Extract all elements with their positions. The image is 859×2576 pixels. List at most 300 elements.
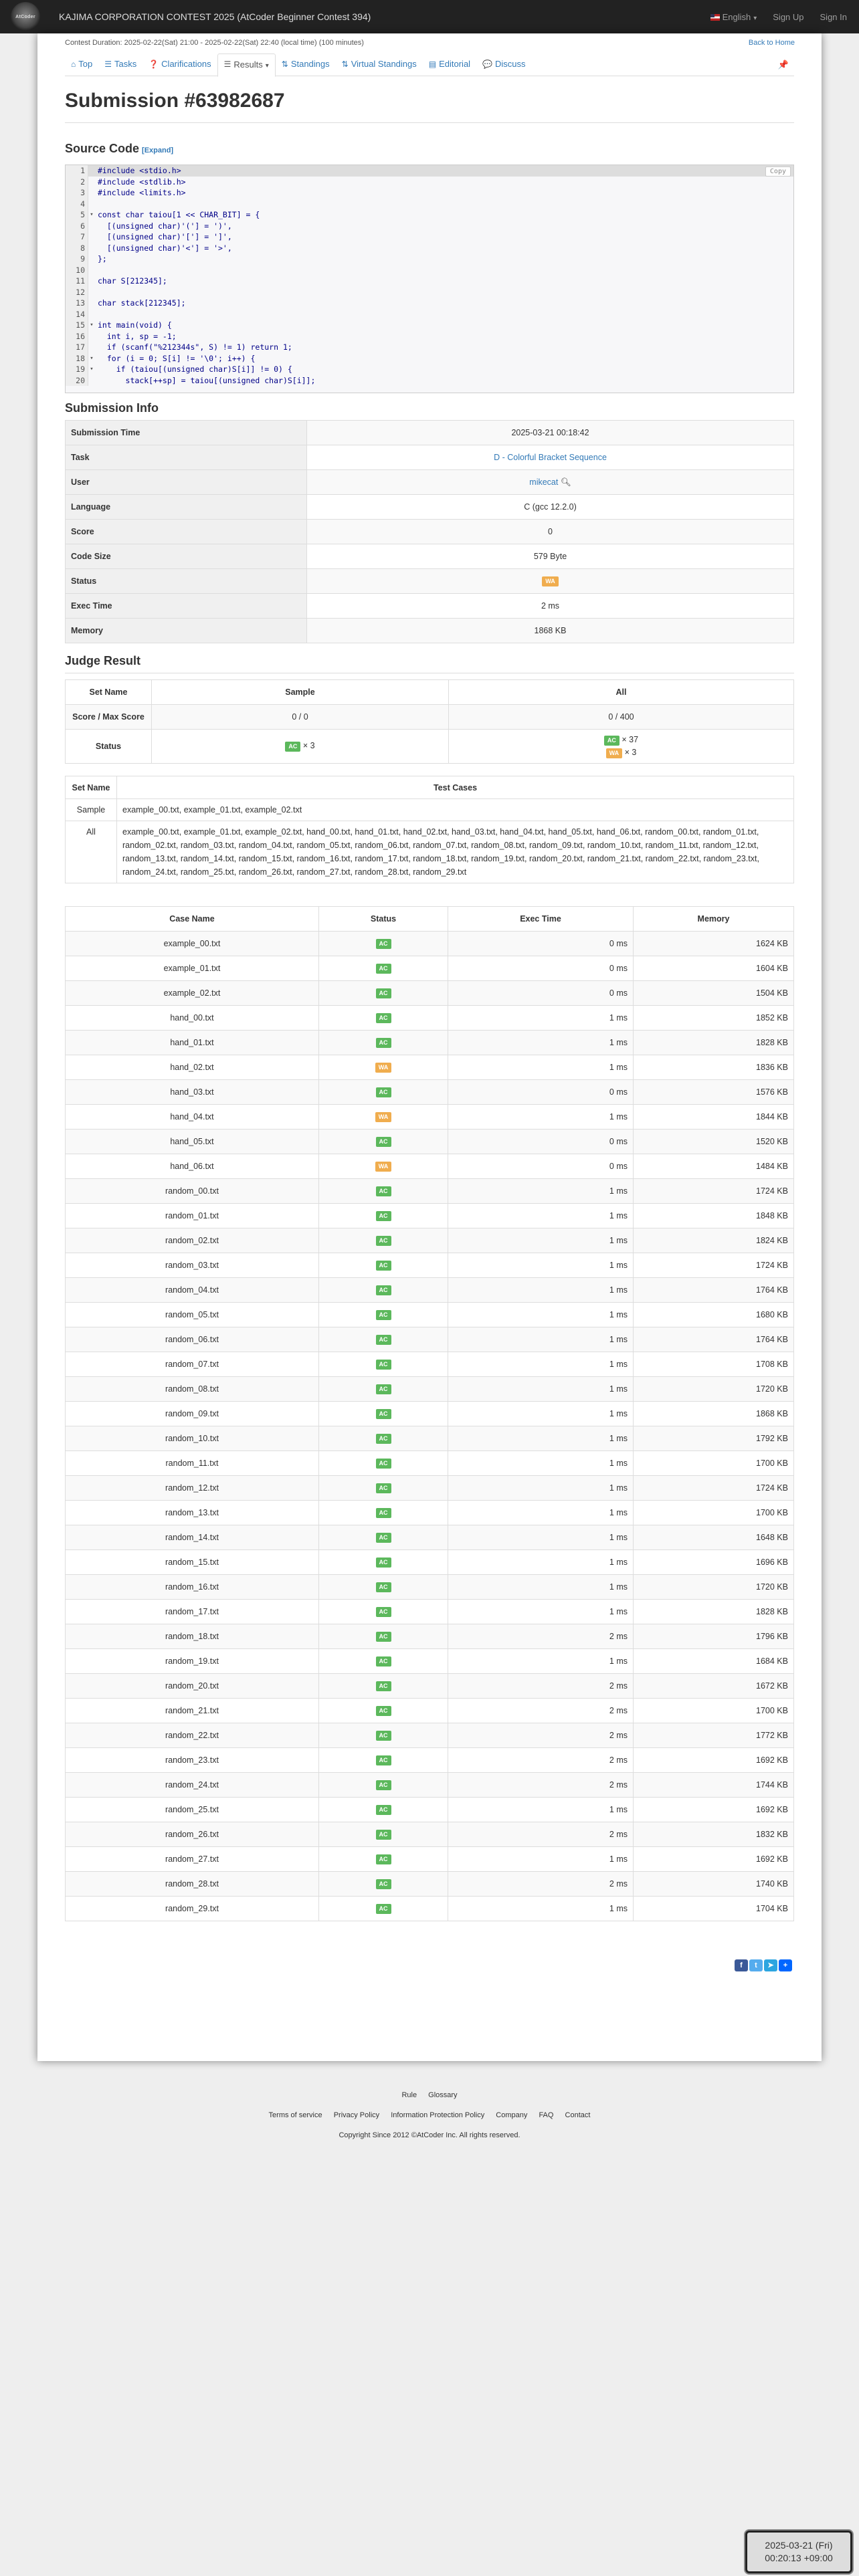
- line-number: 5: [66, 209, 88, 221]
- info-row: [66, 445, 794, 470]
- fold-toggle-icon[interactable]: [88, 221, 95, 232]
- case-name: random_16.txt: [66, 1575, 319, 1600]
- code-line: [66, 276, 793, 287]
- info-cell: [307, 594, 794, 619]
- info-row: [66, 544, 794, 569]
- code-text: [95, 287, 98, 298]
- case-name: random_06.txt: [66, 1327, 319, 1352]
- case-memory: 1520 KB: [634, 1130, 794, 1154]
- case-exec-time: 0 ms: [448, 981, 634, 1006]
- home-icon: ⌂: [71, 59, 76, 69]
- fold-toggle-icon[interactable]: [88, 231, 95, 243]
- status-badge[interactable]: AC: [376, 1879, 391, 1889]
- case-status: [319, 1253, 448, 1278]
- info-key: Memory: [66, 619, 307, 643]
- status-badge[interactable]: AC: [376, 1755, 391, 1765]
- case-exec-time: 1 ms: [448, 1600, 634, 1624]
- table-row: [66, 1377, 794, 1402]
- info-value: C (gcc 12.2.0): [524, 502, 577, 512]
- code-text: char S[212345];: [98, 276, 167, 286]
- status-badge[interactable]: AC: [376, 1681, 391, 1691]
- case-exec-time: 1 ms: [448, 1575, 634, 1600]
- twitter-icon[interactable]: t: [749, 1959, 763, 1971]
- case-name: random_22.txt: [66, 1723, 319, 1748]
- search-icon[interactable]: 🔍︎: [560, 477, 571, 487]
- back-to-home-link[interactable]: Back to Home: [748, 39, 795, 47]
- case-exec-time: 0 ms: [448, 1154, 634, 1179]
- case-name: random_20.txt: [66, 1674, 319, 1699]
- case-status: [319, 1278, 448, 1303]
- share-plus-icon[interactable]: +: [779, 1959, 792, 1971]
- status-badge[interactable]: AC: [376, 1285, 391, 1295]
- table-row: [66, 1897, 794, 1921]
- fold-toggle-icon[interactable]: [88, 243, 95, 254]
- status-badge[interactable]: AC: [376, 1459, 391, 1469]
- case-memory: 1700 KB: [634, 1699, 794, 1723]
- info-value: 0: [548, 527, 553, 536]
- case-status: [319, 1006, 448, 1031]
- case-exec-time: 1 ms: [448, 1476, 634, 1501]
- submission-info-heading: Submission Info: [65, 401, 159, 415]
- ac-badge[interactable]: AC: [285, 742, 300, 752]
- fold-toggle-icon[interactable]: [88, 276, 95, 287]
- case-memory: 1772 KB: [634, 1723, 794, 1748]
- task-link[interactable]: D - Colorful Bracket Sequence: [494, 453, 607, 462]
- memory-header[interactable]: Memory: [634, 907, 794, 932]
- question-icon: ❓: [149, 59, 159, 69]
- code-line: [66, 298, 793, 309]
- table-row: [66, 1798, 794, 1822]
- case-name-header[interactable]: Case Name: [66, 907, 319, 932]
- expand-link[interactable]: [Expand]: [142, 146, 174, 154]
- line-number: 11: [66, 276, 88, 287]
- table-row: [66, 1179, 794, 1204]
- code-text: #include <limits.h>: [98, 188, 186, 197]
- line-number: 18: [66, 353, 88, 364]
- company-link[interactable]: Company: [496, 2111, 528, 2119]
- case-name: example_00.txt: [66, 932, 319, 956]
- facebook-icon[interactable]: f: [735, 1959, 748, 1971]
- status-badge[interactable]: AC: [376, 1904, 391, 1914]
- code-line: [66, 309, 793, 320]
- table-row: [66, 1154, 794, 1179]
- status-badge[interactable]: AC: [376, 1805, 391, 1815]
- info-key: Code Size: [66, 544, 307, 569]
- code-line: [66, 320, 793, 331]
- case-memory: 1720 KB: [634, 1377, 794, 1402]
- case-exec-time: 1 ms: [448, 1550, 634, 1575]
- case-name: hand_02.txt: [66, 1055, 319, 1080]
- user-link[interactable]: mikecat: [529, 477, 559, 487]
- table-row: [66, 1402, 794, 1426]
- table-row: [66, 1031, 794, 1055]
- fold-toggle-icon[interactable]: [88, 298, 95, 309]
- glossary-link[interactable]: Glossary: [428, 2091, 458, 2099]
- all-header: All: [449, 680, 794, 705]
- case-memory: 1648 KB: [634, 1525, 794, 1550]
- case-exec-time: 1 ms: [448, 1352, 634, 1377]
- tab-standings[interactable]: ⇅ Standings: [281, 59, 330, 69]
- divider: [65, 122, 794, 123]
- tab-editorial[interactable]: ▤ Editorial: [428, 59, 471, 69]
- status-badge[interactable]: AC: [376, 1632, 391, 1642]
- case-exec-time: 1 ms: [448, 1278, 634, 1303]
- case-memory: 1868 KB: [634, 1402, 794, 1426]
- case-status: [319, 1426, 448, 1451]
- case-exec-time: 1 ms: [448, 1253, 634, 1278]
- info-value: 2025-03-21 00:18:42: [511, 428, 589, 437]
- case-memory: 1692 KB: [634, 1748, 794, 1773]
- info-cell: [307, 495, 794, 520]
- case-status: [319, 1179, 448, 1204]
- table-row: [66, 1723, 794, 1748]
- code-text: [95, 309, 98, 320]
- info-value: 579 Byte: [533, 552, 567, 561]
- case-memory: 1832 KB: [634, 1822, 794, 1847]
- status-badge[interactable]: AC: [376, 1211, 391, 1221]
- ac-count: × 37: [622, 734, 639, 744]
- source-code-heading: Source Code [Expand]: [65, 142, 174, 155]
- info-row: [66, 619, 794, 643]
- status-badge[interactable]: AC: [376, 1409, 391, 1419]
- status-badge[interactable]: AC: [376, 1013, 391, 1023]
- set-name-header: Set Name: [66, 680, 152, 705]
- case-exec-time: 1 ms: [448, 1402, 634, 1426]
- sample-header: Sample: [152, 680, 449, 705]
- code-line: [66, 209, 793, 221]
- status-badge[interactable]: AC: [376, 1137, 391, 1147]
- status-badge[interactable]: AC: [376, 1656, 391, 1667]
- case-status: [319, 1600, 448, 1624]
- tab-clarifications[interactable]: ❓ Clarifications: [149, 59, 211, 69]
- case-exec-time: 1 ms: [448, 1426, 634, 1451]
- info-value: 1868 KB: [534, 626, 567, 635]
- line-number: 15: [66, 320, 88, 331]
- table-row: [66, 981, 794, 1006]
- case-memory: 1744 KB: [634, 1773, 794, 1798]
- wa-badge[interactable]: WA: [606, 748, 623, 758]
- rule-link[interactable]: Rule: [401, 2091, 417, 2099]
- case-name: example_02.txt: [66, 981, 319, 1006]
- fold-toggle-icon[interactable]: [88, 199, 95, 210]
- score-row-label: Score / Max Score: [66, 705, 152, 730]
- terms-link[interactable]: Terms of service: [268, 2111, 322, 2119]
- table-row: [66, 1228, 794, 1253]
- case-status: [319, 1798, 448, 1822]
- case-memory: 1824 KB: [634, 1228, 794, 1253]
- case-name: hand_04.txt: [66, 1105, 319, 1130]
- table-row: [66, 1006, 794, 1031]
- case-exec-time: 0 ms: [448, 1080, 634, 1105]
- case-memory: 1724 KB: [634, 1179, 794, 1204]
- test-cases-table: [65, 906, 794, 1921]
- case-status: [319, 1303, 448, 1327]
- status-badge[interactable]: AC: [376, 1533, 391, 1543]
- status-badge[interactable]: AC: [376, 1607, 391, 1617]
- status-badge[interactable]: AC: [376, 1360, 391, 1370]
- fold-toggle-icon[interactable]: ▾: [90, 354, 94, 362]
- line-number: 12: [66, 287, 88, 298]
- contest-title[interactable]: KAJIMA CORPORATION CONTEST 2025 (AtCoder Beginner Contest 394): [59, 11, 371, 22]
- ac-count: × 3: [302, 741, 315, 750]
- case-exec-time: 1 ms: [448, 1006, 634, 1031]
- logo-text: AtCoder: [15, 14, 35, 19]
- info-cell: [307, 544, 794, 569]
- status-badge[interactable]: AC: [376, 1038, 391, 1048]
- case-status: [319, 1649, 448, 1674]
- case-memory: 1740 KB: [634, 1872, 794, 1897]
- tab-results[interactable]: ☰ Results ▾: [217, 53, 276, 77]
- case-status: [319, 1154, 448, 1179]
- fixed-clock: [745, 2531, 852, 2573]
- set-cases: example_00.txt, example_01.txt, example_02.txt, hand_00.txt, hand_01.txt, hand_02.txt, hand_03.txt, hand_04.txt, hand_05.txt, hand_06.txt, random_00.txt, random_01.txt, random_02.txt, random_03.txt, random_04.txt, random_05.txt, random_06.txt, random_07.txt, random_08.txt, random_09.txt, random_10.txt, random_11.txt, random_12.txt, random_13.txt, random_14.txt, random_15.txt, random_16.txt, random_17.txt, random_18.txt, random_19.txt, random_20.txt, random_21.txt, random_22.txt, random_23.txt, random_24.txt, random_25.txt, random_26.txt, random_27.txt, random_28.txt, random_29.txt: [117, 821, 794, 883]
- tab-top[interactable]: ⌂ Top: [71, 59, 93, 69]
- case-exec-time: 1 ms: [448, 1847, 634, 1872]
- tab-discuss[interactable]: 💬 Discuss: [482, 59, 526, 69]
- set-cases: example_00.txt, example_01.txt, example_02.txt: [117, 799, 794, 821]
- case-exec-time: 2 ms: [448, 1773, 634, 1798]
- code-line: [66, 165, 793, 177]
- code-text: int i, sp = -1;: [98, 331, 177, 341]
- share-buttons: [735, 1959, 792, 1971]
- exec-time-header[interactable]: Exec Time: [448, 907, 634, 932]
- case-name: random_23.txt: [66, 1748, 319, 1773]
- line-number: 9: [66, 253, 88, 265]
- table-row: [66, 1426, 794, 1451]
- table-row: [66, 1451, 794, 1476]
- case-status: [319, 1080, 448, 1105]
- line-number: 8: [66, 243, 88, 254]
- fold-toggle-icon[interactable]: [88, 253, 95, 265]
- info-cell: [307, 569, 794, 594]
- clock-time: 00:20:13 +09:00: [765, 2553, 833, 2563]
- code-text: if (taiou[(unsigned char)S[i]] != 0) {: [98, 364, 292, 374]
- case-status: [319, 1897, 448, 1921]
- source-code-block[interactable]: [65, 165, 794, 393]
- case-status: [319, 1476, 448, 1501]
- info-cell: [307, 421, 794, 445]
- status-badge[interactable]: WA: [375, 1112, 392, 1122]
- telegram-icon[interactable]: ➤: [764, 1959, 777, 1971]
- fold-toggle-icon[interactable]: ▾: [90, 211, 94, 218]
- case-status: [319, 1327, 448, 1352]
- fold-toggle-icon[interactable]: [88, 375, 95, 387]
- code-line: [66, 253, 793, 265]
- info-key: User: [66, 470, 307, 495]
- case-name: random_28.txt: [66, 1872, 319, 1897]
- language-selector[interactable]: English ▾: [710, 12, 757, 22]
- status-badge[interactable]: AC: [376, 1830, 391, 1840]
- status-badge[interactable]: AC: [376, 1087, 391, 1097]
- book-icon: ▤: [428, 59, 437, 69]
- privacy-link[interactable]: Privacy Policy: [333, 2111, 380, 2119]
- status-badge[interactable]: AC: [376, 1261, 391, 1271]
- status-badge[interactable]: AC: [376, 1236, 391, 1246]
- case-status: [319, 1748, 448, 1773]
- fold-toggle-icon[interactable]: [88, 331, 95, 342]
- table-row: [66, 1773, 794, 1798]
- fold-toggle-icon[interactable]: [88, 187, 95, 199]
- case-exec-time: 1 ms: [448, 1649, 634, 1674]
- case-memory: 1720 KB: [634, 1575, 794, 1600]
- table-row: [66, 1476, 794, 1501]
- table-row: [66, 1525, 794, 1550]
- footer-row-1: [0, 2091, 859, 2099]
- case-exec-time: 1 ms: [448, 1055, 634, 1080]
- sample-score: 0 / 0: [152, 705, 449, 730]
- line-number: 7: [66, 231, 88, 243]
- table-row: [66, 1130, 794, 1154]
- info-row: [66, 520, 794, 544]
- status-badge[interactable]: AC: [376, 1335, 391, 1345]
- case-name: random_07.txt: [66, 1352, 319, 1377]
- faq-link[interactable]: FAQ: [539, 2111, 554, 2119]
- case-status: [319, 1699, 448, 1723]
- info-cell: [307, 619, 794, 643]
- fold-toggle-icon[interactable]: [88, 265, 95, 276]
- case-exec-time: 2 ms: [448, 1748, 634, 1773]
- pin-icon[interactable]: 📌: [777, 59, 789, 70]
- case-exec-time: 1 ms: [448, 1303, 634, 1327]
- case-name: random_13.txt: [66, 1501, 319, 1525]
- contact-link[interactable]: Contact: [565, 2111, 591, 2119]
- case-exec-time: 1 ms: [448, 1327, 634, 1352]
- case-exec-time: 1 ms: [448, 1031, 634, 1055]
- status-badge[interactable]: AC: [376, 1310, 391, 1320]
- case-memory: 1576 KB: [634, 1080, 794, 1105]
- case-name: random_25.txt: [66, 1798, 319, 1822]
- status-badge[interactable]: AC: [376, 1731, 391, 1741]
- code-text: char stack[212345];: [98, 298, 186, 308]
- info-row: [66, 569, 794, 594]
- sign-up-link[interactable]: Sign Up: [773, 11, 804, 22]
- code-line: [66, 177, 793, 188]
- status-badge[interactable]: WA: [375, 1063, 392, 1073]
- line-number: 13: [66, 298, 88, 309]
- atcoder-logo[interactable]: [11, 2, 40, 31]
- case-status: [319, 1525, 448, 1550]
- case-exec-time: 0 ms: [448, 1130, 634, 1154]
- case-status: [319, 1204, 448, 1228]
- fold-toggle-icon[interactable]: [88, 309, 95, 320]
- all-status: [449, 730, 794, 764]
- table-row: [66, 1253, 794, 1278]
- fold-toggle-icon[interactable]: ▾: [90, 366, 94, 372]
- code-line: [66, 342, 793, 353]
- status-badge[interactable]: AC: [376, 1854, 391, 1864]
- table-row: [66, 1303, 794, 1327]
- line-number: 10: [66, 265, 88, 276]
- status-header[interactable]: Status: [319, 907, 448, 932]
- table-row: [66, 1699, 794, 1723]
- case-status: [319, 1377, 448, 1402]
- info-protection-link[interactable]: Information Protection Policy: [391, 2111, 485, 2119]
- case-memory: 1724 KB: [634, 1476, 794, 1501]
- case-status: [319, 1105, 448, 1130]
- fold-toggle-icon[interactable]: ▾: [90, 322, 94, 328]
- status-badge[interactable]: AC: [376, 1483, 391, 1493]
- copy-button[interactable]: Copy: [765, 167, 791, 177]
- tab-virtual-standings[interactable]: ⇅ Virtual Standings: [341, 59, 417, 69]
- status-badge[interactable]: AC: [376, 1434, 391, 1444]
- status-badge[interactable]: AC: [376, 1186, 391, 1196]
- tab-tasks[interactable]: ☰ Tasks: [104, 59, 137, 69]
- sort-icon: ⇅: [281, 59, 288, 69]
- fold-toggle-icon[interactable]: [88, 287, 95, 298]
- case-name: hand_01.txt: [66, 1031, 319, 1055]
- table-row: [66, 1550, 794, 1575]
- status-badge[interactable]: AC: [376, 1582, 391, 1592]
- fold-toggle-icon[interactable]: [88, 342, 95, 353]
- uk-flag-icon: [710, 14, 720, 21]
- status-badge[interactable]: AC: [376, 1558, 391, 1568]
- status-badge[interactable]: AC: [376, 1780, 391, 1790]
- case-exec-time: 1 ms: [448, 1377, 634, 1402]
- wa-badge[interactable]: WA: [542, 576, 559, 586]
- judge-summary-table: [65, 679, 794, 764]
- line-number: 2: [66, 177, 88, 188]
- ac-badge[interactable]: AC: [604, 736, 619, 746]
- case-exec-time: 2 ms: [448, 1872, 634, 1897]
- case-memory: 1704 KB: [634, 1897, 794, 1921]
- case-memory: 1672 KB: [634, 1674, 794, 1699]
- line-number: 6: [66, 221, 88, 232]
- case-name: random_19.txt: [66, 1649, 319, 1674]
- case-status: [319, 1402, 448, 1426]
- fold-toggle-icon[interactable]: [88, 165, 95, 177]
- status-badge[interactable]: AC: [376, 1706, 391, 1716]
- status-badge[interactable]: AC: [376, 1384, 391, 1394]
- list-icon: ☰: [223, 60, 231, 69]
- case-name: random_04.txt: [66, 1278, 319, 1303]
- case-name: random_03.txt: [66, 1253, 319, 1278]
- table-row: [66, 1327, 794, 1352]
- sign-in-link[interactable]: Sign In: [820, 11, 847, 22]
- case-exec-time: 1 ms: [448, 1179, 634, 1204]
- status-badge[interactable]: AC: [376, 1508, 391, 1518]
- table-row: [66, 932, 794, 956]
- table-row: [66, 1080, 794, 1105]
- code-text: for (i = 0; S[i] != '\0'; i++) {: [98, 353, 256, 363]
- case-status: [319, 956, 448, 981]
- case-name: hand_05.txt: [66, 1130, 319, 1154]
- table-row: [66, 1055, 794, 1080]
- case-exec-time: 1 ms: [448, 1501, 634, 1525]
- case-status: [319, 1822, 448, 1847]
- status-badge[interactable]: AC: [376, 964, 391, 974]
- case-name: random_05.txt: [66, 1303, 319, 1327]
- case-name: random_00.txt: [66, 1179, 319, 1204]
- status-badge[interactable]: AC: [376, 939, 391, 949]
- info-row: [66, 470, 794, 495]
- case-name: hand_03.txt: [66, 1080, 319, 1105]
- info-key: Language: [66, 495, 307, 520]
- case-memory: 1852 KB: [634, 1006, 794, 1031]
- case-name: random_01.txt: [66, 1204, 319, 1228]
- sort-icon: ⇅: [341, 59, 349, 69]
- fold-toggle-icon[interactable]: [88, 177, 95, 188]
- case-name: random_12.txt: [66, 1476, 319, 1501]
- case-status: [319, 1575, 448, 1600]
- case-exec-time: 1 ms: [448, 1204, 634, 1228]
- code-line: [66, 331, 793, 342]
- status-row-label: Status: [66, 730, 152, 764]
- status-badge[interactable]: WA: [375, 1162, 392, 1172]
- wa-count: × 3: [624, 747, 637, 757]
- top-navbar: [0, 0, 859, 33]
- case-name: random_11.txt: [66, 1451, 319, 1476]
- status-badge[interactable]: AC: [376, 988, 391, 998]
